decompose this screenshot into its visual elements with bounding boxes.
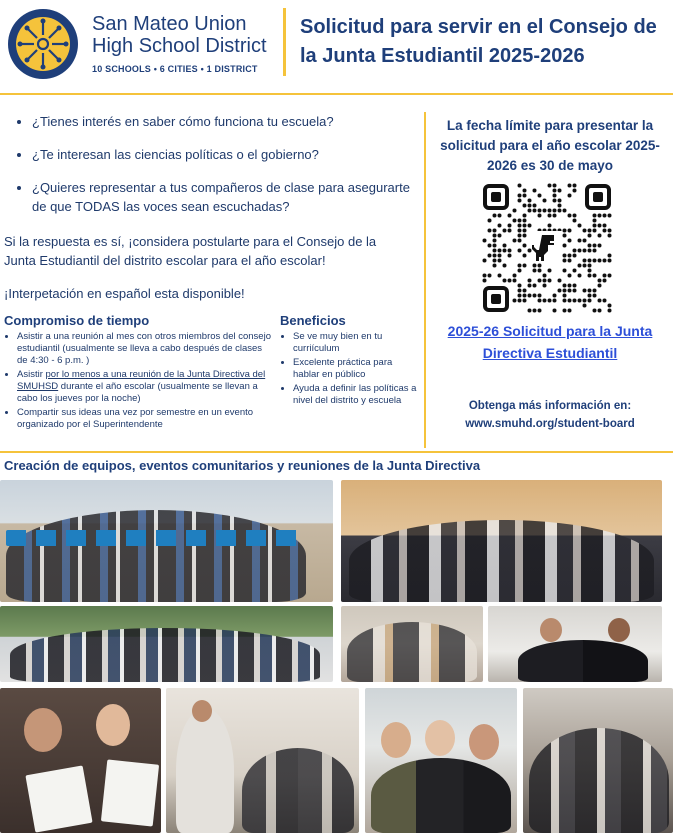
list-item: • Ayuda a definir las políticas a nivel del distrito y escuela: [293, 383, 420, 407]
item-lead: Asistir: [17, 369, 46, 380]
commitment-list: [4, 331, 274, 431]
list-item: • ¿Tienes interés en saber cómo funciona tu escuela?: [32, 112, 427, 131]
intro-paragraph: Si la respuesta es sí, ¡considera postularte para el Consejo de la Junta Estudiantil del distrito escolar para el año escolar!: [4, 234, 377, 268]
benefits-list: [280, 331, 420, 407]
more-info: [432, 397, 668, 433]
photos-section-title: Creación de equipos, eventos comunitarios y reuniones de la Junta Directiva: [4, 458, 481, 473]
more-info-label: Obtenga más información en:: [468, 400, 632, 412]
column-divider: [424, 112, 426, 448]
benefits-title: Beneficios: [280, 313, 346, 328]
more-info-url[interactable]: www.smuhd.org/student-board: [465, 418, 635, 430]
intro-questions: [10, 112, 427, 230]
photo-small-group: [523, 688, 673, 833]
list-item: • Compartir sus ideas una vez por semestre en un evento organizado por el Superintendente: [17, 407, 274, 431]
photos-divider: [0, 451, 673, 453]
list-item: • Asistir a una reunión al mes con otros miembros del consejo estudiantil (usualmente se lleva a cabo después de clases de 4:30 - 6 p.m. ): [17, 331, 274, 367]
item-rest: durante el año escolar (usualmente se llevan a cabo los jueves por la noche): [17, 381, 258, 404]
list-item: • Se ve muy bien en tu curriículum: [293, 331, 420, 355]
qr-code-icon[interactable]: [482, 183, 612, 313]
photo-two-students: [488, 606, 662, 682]
photo-art-activity: [0, 688, 161, 833]
board-meeting-underlined: por lo menos a una reunión de la Junta Directiva del SMUHSD: [17, 369, 266, 392]
photo-board-table: [341, 606, 483, 682]
page-title: Solicitud para servir en el Consejo de la Junta Estudiantil 2025-2026: [300, 16, 657, 67]
deadline-notice: La fecha límite para presentar la solicitud para el año escolar 2025-2026 es 30 de mayo: [440, 118, 660, 173]
list-item: • ¿Te interesan las ciencias políticas o el gobierno?: [32, 145, 427, 164]
photo-board-meeting: [341, 480, 662, 602]
commitment-title: Compromiso de tiempo: [4, 313, 150, 328]
photo-community-event: [166, 688, 359, 833]
district-logo: [8, 9, 78, 79]
benefits-section: [280, 313, 420, 409]
org-tagline: 10 SCHOOLS • 6 CITIES • 1 DISTRICT: [92, 64, 258, 74]
application-link[interactable]: 2025-26 Solicitud para la Junta Directiva Estudiantil: [447, 323, 653, 361]
sun-flower-logo-icon: [14, 15, 72, 73]
photo-group-beach: [0, 480, 333, 602]
list-item: • Excelente práctica para hablar en público: [293, 357, 420, 381]
top-divider: [0, 93, 673, 95]
photo-group-team: [0, 606, 333, 682]
interpretation-note: ¡Interpetación en español esta disponible!: [4, 286, 245, 301]
org-name: San Mateo Union High School District: [92, 13, 267, 57]
list-item: [17, 369, 274, 405]
list-item: • ¿Quieres representar a tus compañeros de clase para asegurarte de que TODAS las voces sean escuchadas?: [32, 178, 427, 216]
commitment-section: [4, 313, 274, 433]
header-divider: [283, 8, 286, 76]
photo-three-people: [365, 688, 517, 833]
